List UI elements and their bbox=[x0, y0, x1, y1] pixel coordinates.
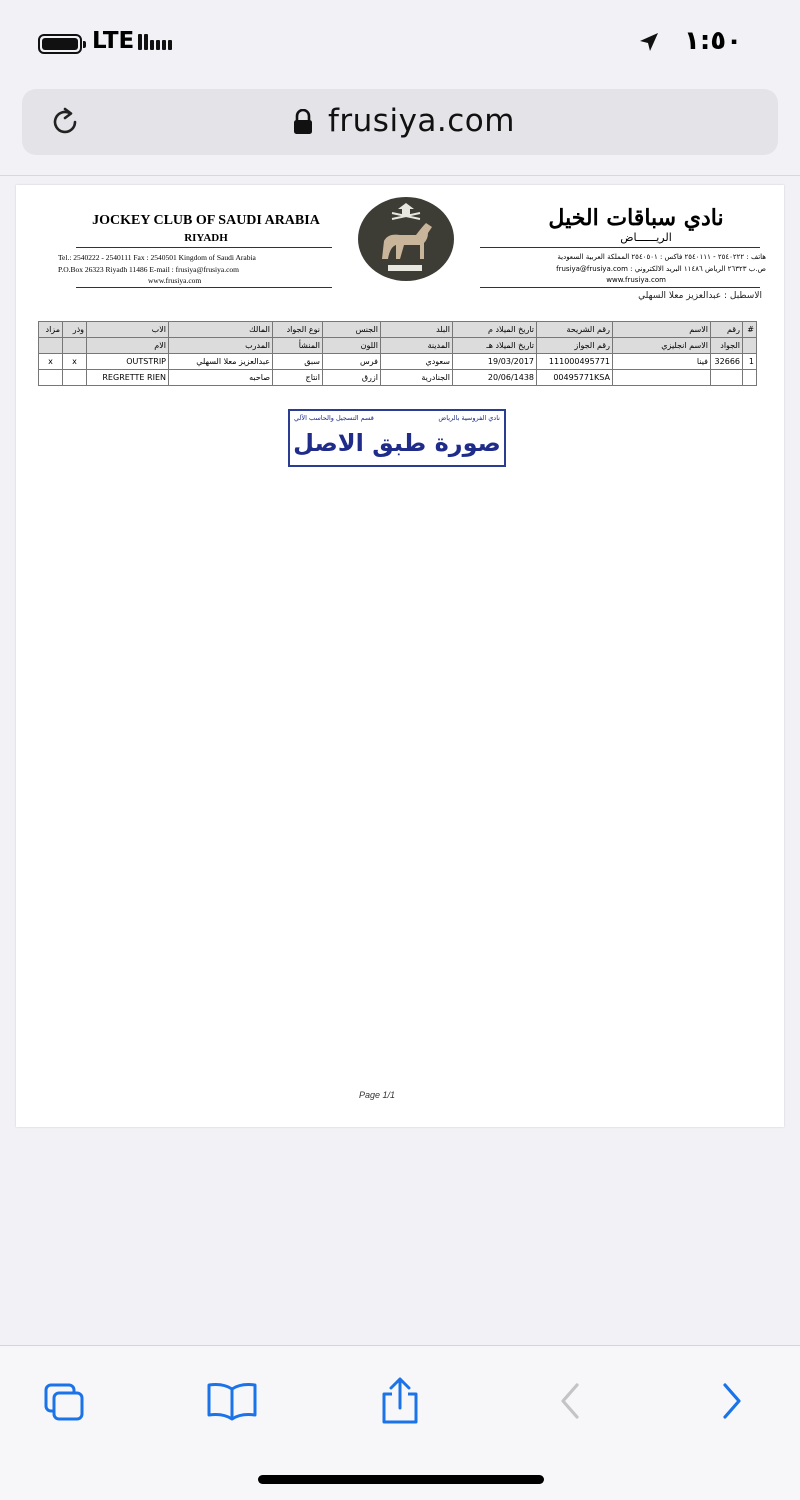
table-cell: فرس bbox=[323, 354, 381, 370]
letterhead-arabic-title: نادي سباقات الخيل bbox=[548, 205, 724, 231]
table-cell: فينا bbox=[613, 354, 711, 370]
letterhead-arabic-contact-2: ص.ب ٢٦٣٢٣ الرياض ١١٤٨٦ البريد الالكتروني : frusiya@frusiya.com bbox=[556, 265, 766, 273]
club-emblem-logo bbox=[358, 197, 454, 281]
clock: ١:٥٠ bbox=[683, 26, 742, 56]
letterhead-english-website: www.frusiya.com bbox=[148, 276, 202, 285]
table-cell bbox=[711, 370, 743, 386]
tabs-button[interactable] bbox=[34, 1376, 94, 1426]
table-header-cell: المنشأ bbox=[273, 338, 323, 354]
divider bbox=[0, 175, 800, 176]
status-bar bbox=[0, 0, 800, 88]
table-header-cell: رقم الشريحة bbox=[537, 322, 613, 338]
bookmarks-button[interactable] bbox=[202, 1376, 262, 1426]
stamp-text-right: نادي الفروسية بالرياض bbox=[438, 414, 500, 422]
letterhead-english-city: RIYADH bbox=[184, 232, 228, 244]
table-header-cell: الاب bbox=[87, 322, 169, 338]
share-button[interactable] bbox=[370, 1376, 430, 1426]
table-header-cell: مزاد bbox=[39, 322, 63, 338]
table-header-cell: المدينة bbox=[381, 338, 453, 354]
table-cell: 1 bbox=[743, 354, 757, 370]
table-header-cell bbox=[39, 338, 63, 354]
letterhead bbox=[56, 195, 766, 287]
table-header-cell: رقم الجواز bbox=[537, 338, 613, 354]
table-cell: REGRETTE RIEN bbox=[87, 370, 169, 386]
location-arrow-icon bbox=[638, 31, 660, 53]
lock-icon bbox=[292, 109, 314, 135]
table-cell bbox=[743, 370, 757, 386]
table-cell: x bbox=[39, 354, 63, 370]
forward-icon[interactable] bbox=[717, 1381, 747, 1421]
reload-icon[interactable] bbox=[48, 105, 82, 139]
table-row bbox=[39, 370, 757, 386]
table-header-cell: الاسم bbox=[613, 322, 711, 338]
table-header-cell: # bbox=[743, 322, 757, 338]
table-cell: ازرق bbox=[323, 370, 381, 386]
horse-table bbox=[38, 321, 757, 386]
table-cell bbox=[613, 370, 711, 386]
stable-label: الاسطبل : عبدالعزيز معلا السهلي bbox=[638, 291, 762, 301]
letterhead-arabic-city: الريــــــاض bbox=[620, 231, 672, 244]
table-header-cell: الجنس bbox=[323, 322, 381, 338]
table-cell: سعودي bbox=[381, 354, 453, 370]
table-cell bbox=[63, 370, 87, 386]
table-header-cell bbox=[743, 338, 757, 354]
back-icon[interactable] bbox=[555, 1381, 585, 1421]
letterhead-english-title: JOCKEY CLUB OF SAUDI ARABIA bbox=[92, 213, 320, 228]
forward-button[interactable] bbox=[702, 1376, 762, 1426]
table-header-row bbox=[39, 322, 757, 338]
share-icon[interactable] bbox=[378, 1376, 422, 1426]
stamp-main-text: صورة طبق الاصل bbox=[293, 429, 501, 457]
letterhead-arabic-contact-1: هاتف : ٢٥٤٠٢٢٢ - ٢٥٤٠١١١ فاكس : ٢٥٤٠٥٠١ المملكة العربية السعودية bbox=[557, 253, 766, 261]
table-header-cell: المالك bbox=[169, 322, 273, 338]
certified-copy-stamp bbox=[288, 409, 506, 467]
table-cell: 20/06/1438 bbox=[453, 370, 537, 386]
table-cell: انتاج bbox=[273, 370, 323, 386]
divider bbox=[76, 247, 332, 248]
address-bar[interactable] bbox=[22, 89, 778, 155]
battery-icon bbox=[38, 34, 82, 54]
tabs-icon[interactable] bbox=[40, 1379, 88, 1423]
divider bbox=[76, 287, 332, 288]
page-number: Page 1/1 bbox=[358, 1090, 396, 1100]
stamp-text-left: قسم التسجيل والحاسب الآلي bbox=[294, 414, 374, 422]
home-indicator[interactable] bbox=[258, 1475, 544, 1484]
network-label: LTE bbox=[92, 28, 135, 54]
table-header-cell: الاسم انجليزي bbox=[613, 338, 711, 354]
table-cell: عبدالعزيز معلا السهلي bbox=[169, 354, 273, 370]
table-cell bbox=[39, 370, 63, 386]
bookmarks-icon[interactable] bbox=[205, 1381, 259, 1421]
table-header-cell: تاريخ الميلاد هـ bbox=[453, 338, 537, 354]
table-cell: الجنادرية bbox=[381, 370, 453, 386]
letterhead-english-contact-1: Tel.: 2540222 - 2540111 Fax : 2540501 Kingdom of Saudi Arabia bbox=[58, 253, 256, 262]
back-button[interactable] bbox=[540, 1376, 600, 1426]
table-header-cell: الجواد bbox=[711, 338, 743, 354]
table-cell: 32666 bbox=[711, 354, 743, 370]
table-header-cell: نوع الجواد bbox=[273, 322, 323, 338]
table-cell: صاحبه bbox=[169, 370, 273, 386]
divider bbox=[480, 287, 760, 288]
divider bbox=[480, 247, 760, 248]
url-text[interactable]: frusiya.com bbox=[328, 103, 515, 139]
table-header-cell: تاريخ الميلاد م bbox=[453, 322, 537, 338]
letterhead-arabic-website: www.frusiya.com bbox=[606, 276, 666, 284]
table-cell: 111000495771 bbox=[537, 354, 613, 370]
table-header-cell bbox=[63, 338, 87, 354]
table-header-cell: اللون bbox=[323, 338, 381, 354]
table-header-cell: رقم bbox=[711, 322, 743, 338]
table-cell: سبق bbox=[273, 354, 323, 370]
table-cell: x bbox=[63, 354, 87, 370]
table-row bbox=[39, 354, 757, 370]
document-page bbox=[16, 185, 784, 1127]
table-header-cell: الام bbox=[87, 338, 169, 354]
table-header-cell: وذر bbox=[63, 322, 87, 338]
table-cell: 19/03/2017 bbox=[453, 354, 537, 370]
table-header-cell: البلد bbox=[381, 322, 453, 338]
table-header-cell: المدرب bbox=[169, 338, 273, 354]
table-cell: 00495771KSA bbox=[537, 370, 613, 386]
letterhead-english-contact-2: P.O.Box 26323 Riyadh 11486 E-mail : frusiya@frusiya.com bbox=[58, 265, 239, 274]
table-header-row bbox=[39, 338, 757, 354]
table-cell: OUTSTRIP bbox=[87, 354, 169, 370]
